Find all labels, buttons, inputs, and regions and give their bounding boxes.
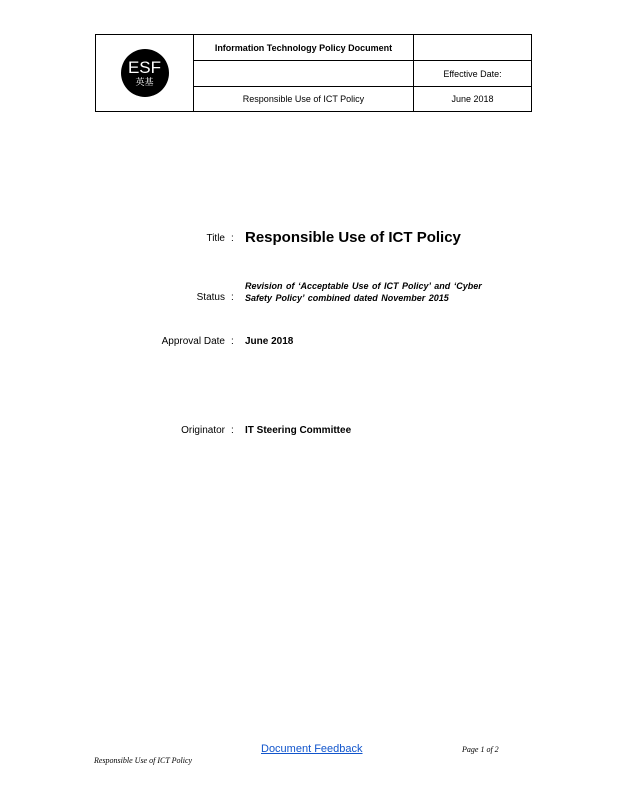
status-value: Revision of ‘Acceptable Use of ICT Policy’ and ‘Cyber Safety Policy’ combined dated November 2015 [245,281,482,303]
separator: : [231,336,234,347]
header-empty-cell [194,61,414,87]
header-table [95,34,532,112]
originator-label: Originator [181,425,225,436]
effective-date-label: Effective Date: [414,61,531,87]
title-value: Responsible Use of ICT Policy [245,229,461,246]
status-label: Status [196,292,225,303]
approval-date-label: Approval Date [161,336,225,347]
separator: : [231,292,234,303]
doc-type-title: Information Technology Policy Document [194,35,414,61]
esf-logo [121,49,169,97]
separator: : [231,425,234,436]
title-label: Title [206,233,225,244]
header-empty-cell [414,35,531,61]
logo-text: ESF [127,58,162,77]
header-policy-date: June 2018 [451,94,494,104]
footer-doc-name: Responsible Use of ICT Policy [94,756,193,765]
logo-chinese: 英基 [135,77,154,87]
logo-cell [96,35,194,111]
page-number: Page 1 of 2 [462,745,499,754]
approval-date-value: June 2018 [245,336,294,347]
separator: : [231,233,234,244]
document-feedback-link[interactable]: Document Feedback [261,743,363,755]
originator-value: IT Steering Committee [245,425,352,436]
header-policy-name: Responsible Use of ICT Policy [194,87,414,111]
